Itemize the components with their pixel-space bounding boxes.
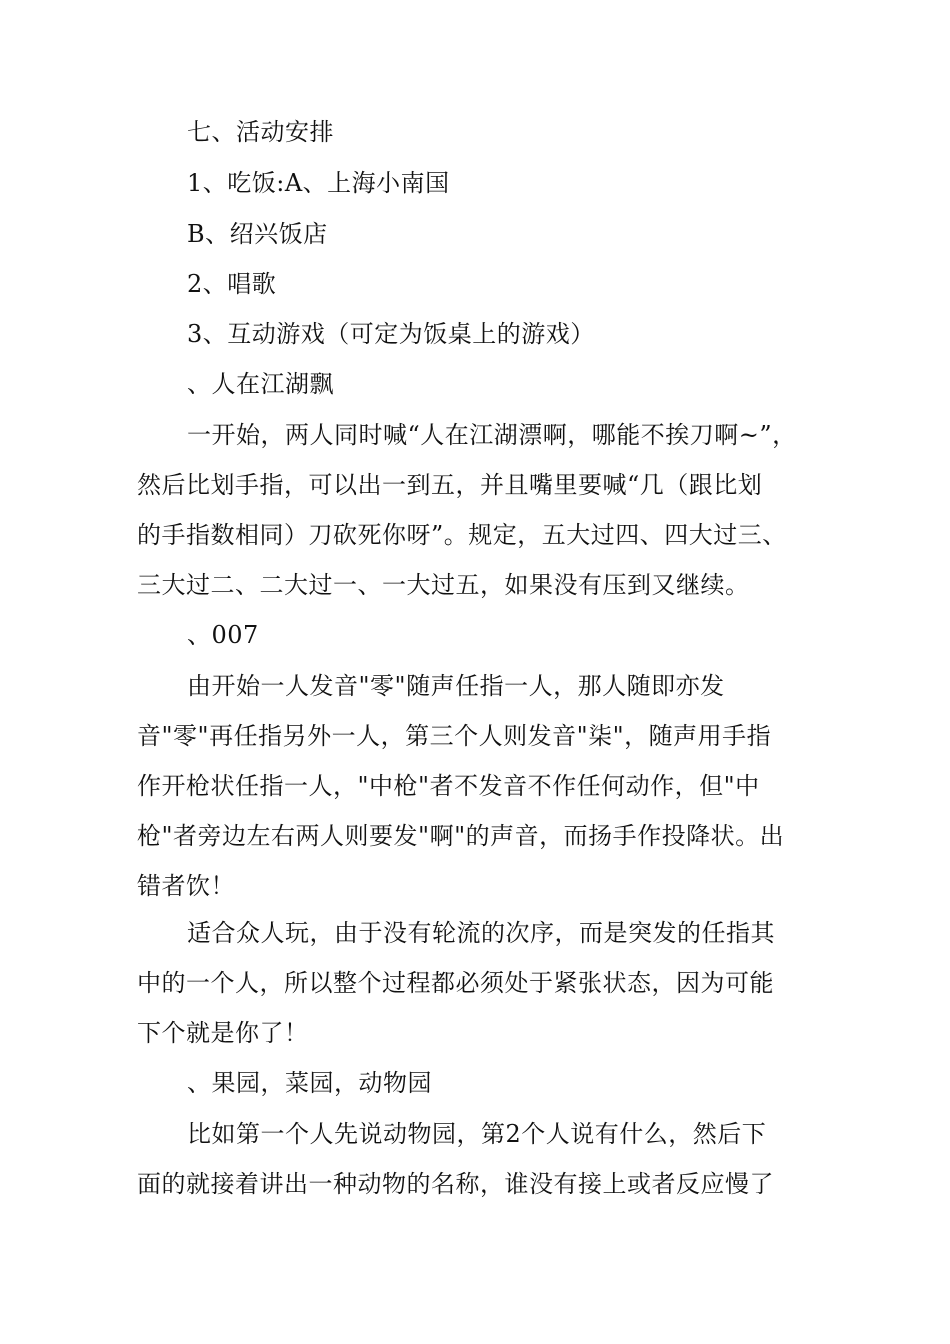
game-heading: 、果园，菜园，动物园 <box>187 1069 432 1097</box>
paragraph-line: 三大过二、二大过一、一大过五，如果没有压到又继续。 <box>137 571 750 599</box>
paragraph-line: 音"零"再任指另外一人，第三个人则发音"柒"，随声用手指 <box>137 722 772 750</box>
section-heading: 七、活动安排 <box>187 118 334 146</box>
paragraph-line: 错者饮！ <box>137 872 235 900</box>
paragraph-line: 面的就接着讲出一种动物的名称，谁没有接上或者反应慢了 <box>137 1170 774 1198</box>
list-item: 2、唱歌 <box>187 270 277 298</box>
game-heading: 、007 <box>187 621 259 649</box>
list-item: B、绍兴饭店 <box>187 220 328 248</box>
paragraph-line: 一开始，两人同时喊“人在江湖漂啊，哪能不挨刀啊~”， <box>187 421 797 449</box>
paragraph-line: 枪"者旁边左右两人则要发"啊"的声音，而扬手作投降状。出 <box>137 822 785 850</box>
list-item: 3、互动游戏（可定为饭桌上的游戏） <box>187 320 595 348</box>
paragraph-line: 下个就是你了！ <box>137 1019 309 1047</box>
paragraph-line: 比如第一个人先说动物园，第2个人说有什么，然后下 <box>187 1120 767 1148</box>
game-heading: 、人在江湖飘 <box>187 370 334 398</box>
paragraph-line: 作开枪状任指一人，"中枪"者不发音不作任何动作，但"中 <box>137 772 760 800</box>
list-item: 1、吃饭:A、上海小南国 <box>187 169 450 197</box>
paragraph-line: 中的一个人，所以整个过程都必须处于紧张状态，因为可能 <box>137 969 774 997</box>
paragraph-line: 然后比划手指，可以出一到五，并且嘴里要喊“几（跟比划 <box>137 471 763 499</box>
paragraph-line: 的手指数相同）刀砍死你呀”。规定，五大过四、四大过三、 <box>137 521 787 549</box>
paragraph-line: 适合众人玩，由于没有轮流的次序，而是突发的任指其 <box>187 919 775 947</box>
paragraph-line: 由开始一人发音"零"随声任指一人，那人随即亦发 <box>187 672 725 700</box>
